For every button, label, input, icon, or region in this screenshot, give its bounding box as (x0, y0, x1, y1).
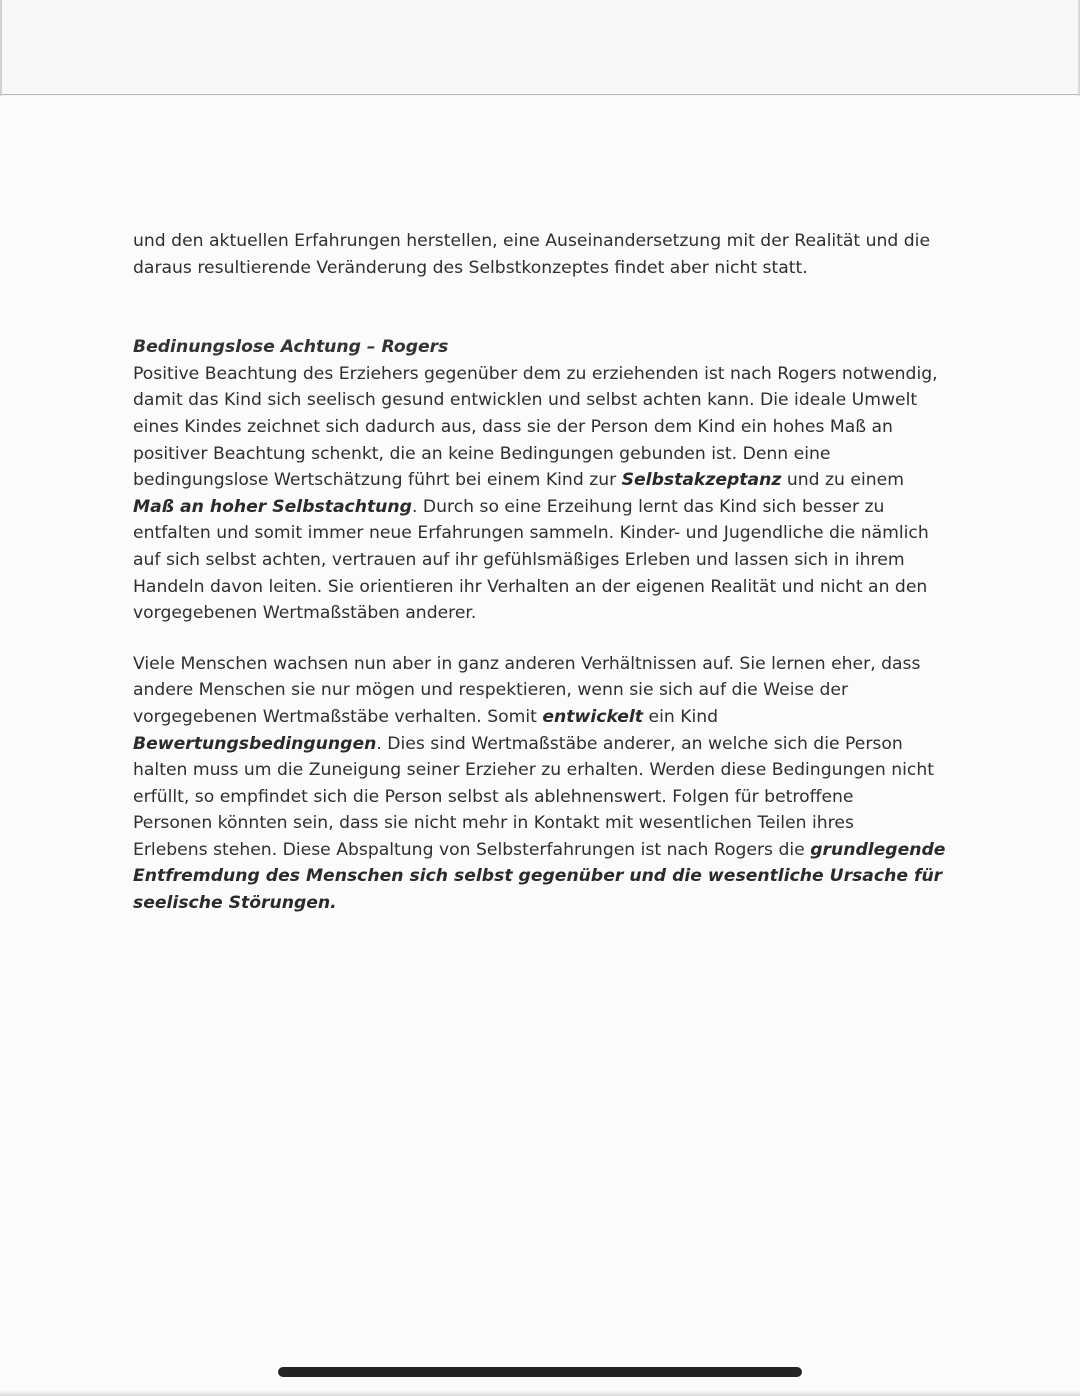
section-1-line-4: positiver Beachtung schenkt, die an keine Bedingungen gebunden ist. Denn eine (133, 443, 831, 464)
section-1-line-5-prefix: bedingungslose Wertschätzung führt bei einem Kind zur (133, 470, 622, 491)
paragraph-gap (133, 281, 963, 334)
section-1-line-6-suffix: . Durch so eine Erzeihung lernt das Kind sich besser zu (411, 496, 885, 517)
section-2-line-2: andere Menschen sie nur mögen und respektieren, wenn sie sich auf die Weise der (133, 680, 849, 701)
section-2-line-3-prefix: vorgegebenen Wertmaßstäbe verhalten. Somit (133, 706, 543, 727)
section-2-line-4-suffix: . Dies sind Wertmaßstäbe anderer, an welche sich die Person (376, 733, 903, 754)
section-2-line-5: halten muss um die Zuneigung seiner Erzieher zu erhalten. Werden diese Bedingungen nicht (133, 760, 934, 781)
section-heading: Bedinungslose Achtung – Rogers (133, 337, 449, 358)
section-1-line-7: entfalten und somit immer neue Erfahrungen sammeln. Kinder- und Jugendliche die nämlich (133, 523, 929, 544)
develops-emphasis: entwickelt (542, 706, 644, 727)
section-1-line-2: damit das Kind sich seelisch gesund entwicklen und selbst achten kann. Die ideale Umwelt (133, 390, 918, 411)
intro-paragraph (133, 228, 963, 281)
section-unconditional-regard (133, 334, 963, 627)
section-1-line-5 (133, 467, 963, 494)
section-2-line-3 (133, 704, 963, 731)
top-blank-strip (0, 0, 1080, 95)
section-1-line-9: Handeln davon leiten. Sie orientieren ihr Verhalten an der eigenen Realität und nicht an den (133, 576, 928, 597)
paragraph-gap (133, 627, 963, 651)
section-2-line-10: seelische Störungen. (133, 893, 337, 914)
bottom-shadow (0, 1390, 1080, 1396)
section-2-line-9: Entfremdung des Menschen sich selbst gegenüber und die wesentliche Ursache für (133, 866, 943, 887)
document-text-content (133, 228, 963, 917)
self-acceptance-emphasis: Selbstakzeptanz (621, 470, 782, 491)
section-2-line-4 (133, 731, 963, 758)
intro-line-1: und den aktuellen Erfahrungen herstellen, eine Auseinandersetzung mit der Realität und die (133, 231, 931, 251)
section-1-line-8: auf sich selbst achten, vertrauen auf ihr gefühlsmäßiges Erleben und lassen sich in ihrem (133, 549, 905, 570)
section-1-line-5-suffix: und zu einem (781, 470, 904, 491)
section-1-line-6 (133, 494, 963, 521)
section-1-line-1: Positive Beachtung des Erziehers gegenüber dem zu erziehenden ist nach Rogers notwendig, (133, 363, 938, 384)
home-indicator[interactable] (278, 1367, 802, 1377)
section-2-line-8-prefix: Erlebens stehen. Diese Abspaltung von Selbsterfahrungen ist nach Rogers die (133, 839, 811, 860)
fundamental-emphasis: grundlegende (810, 839, 946, 860)
section-2-line-1: Viele Menschen wachsen nun aber in ganz anderen Verhältnissen auf. Sie lernen eher, dass (133, 653, 921, 674)
section-1-line-3: eines Kindes zeichnet sich dadurch aus, dass sie der Person dem Kind ein hohes Maß an (133, 416, 893, 437)
section-2-line-7: Personen könnten sein, dass sie nicht mehr in Kontakt mit wesentlichen Teilen ihres (133, 813, 854, 834)
section-2-line-6: erfüllt, so empfindet sich die Person selbst als ablehnenswert. Folgen für betroffene (133, 786, 854, 807)
self-respect-emphasis: Maß an hoher Selbstachtung (133, 496, 412, 517)
section-1-line-10: vorgegebenen Wertmaßstäben anderer. (133, 603, 477, 624)
section-evaluation-conditions (133, 651, 963, 917)
intro-line-2: daraus resultierende Veränderung des Selbstkonzeptes findet aber nicht statt. (133, 257, 808, 278)
section-2-line-3-suffix: ein Kind (643, 706, 719, 727)
evaluation-conditions-emphasis: Bewertungsbedingungen (133, 733, 377, 754)
section-2-line-8 (133, 837, 963, 864)
